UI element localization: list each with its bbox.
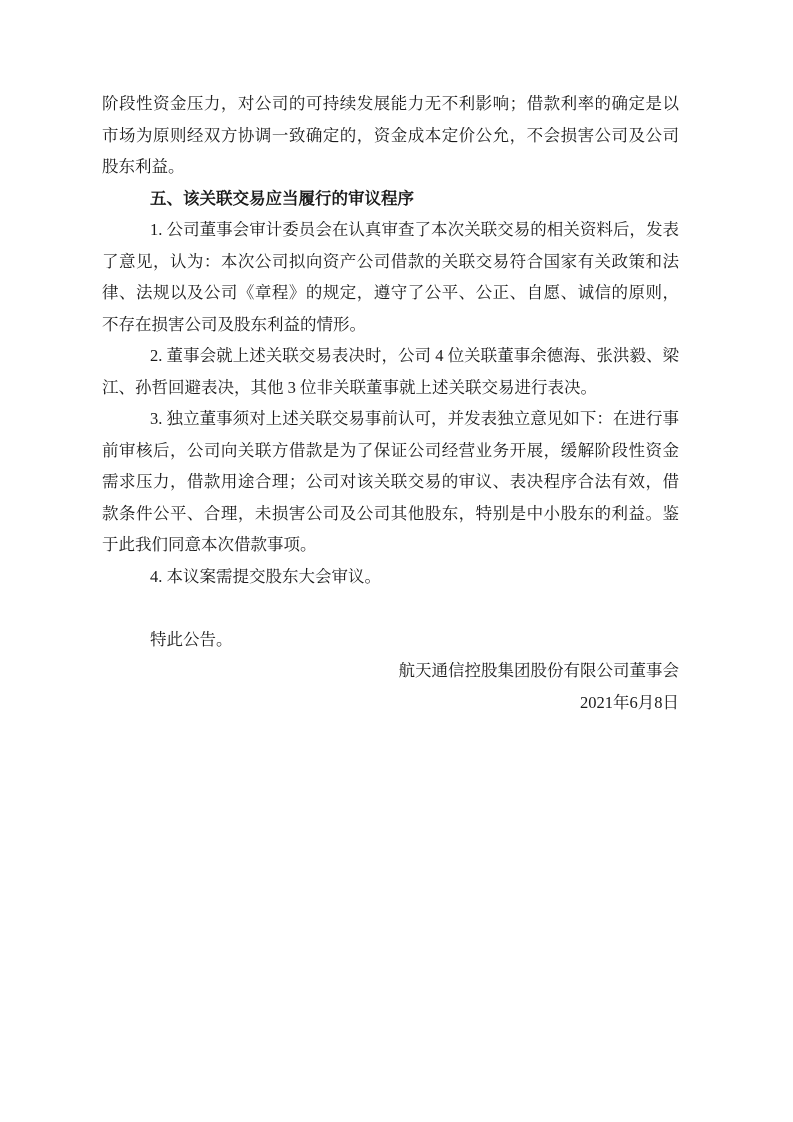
continuation-paragraph: 阶段性资金压力，对公司的可持续发展能力无不利影响；借款利率的确定是以市场为原则经双方协调一致确定的，资金成本定价公允，不会损害公司及公司股东利益。: [102, 94, 679, 176]
paragraph-2: 2. 董事会就上述关联交易表决时，公司 4 位关联董事余德海、张洪毅、梁江、孙哲回避表决，其他 3 位非关联董事就上述关联交易进行表决。: [102, 346, 679, 397]
section-heading: 五、该关联交易应当履行的审议程序: [150, 188, 414, 208]
paragraph-4: 4. 本议案需提交股东大会审议。: [150, 566, 381, 586]
signature-company: 航天通信控股集团股份有限公司董事会: [398, 661, 679, 680]
signature-date: 2021年6月8日: [580, 692, 679, 712]
document-body: [102, 88, 679, 718]
paragraph-1: 1. 公司董事会审计委员会在认真审查了本次关联交易的相关资料后，发表了意见，认为：本次公司拟向资产公司借款的关联交易符合国家有关政策和法律、法规以及公司《章程》的规定，遵守了公平、公正、自愿、诚信的原则，不存在损害公司及股东利益的情形。: [102, 220, 679, 334]
closing-statement: 特此公告。: [150, 629, 233, 649]
paragraph-3: 3. 独立董事须对上述关联交易事前认可，并发表独立意见如下：在进行事前审核后，公司向关联方借款是为了保证公司经营业务开展，缓解阶段性资金需求压力，借款用途合理；公司对该关联交易的审议、表决程序合法有效，借款条件公平、合理，未损害公司及公司其他股东，特别是中小股东的利益。鉴于此我们同意本次借款事项。: [102, 409, 679, 554]
